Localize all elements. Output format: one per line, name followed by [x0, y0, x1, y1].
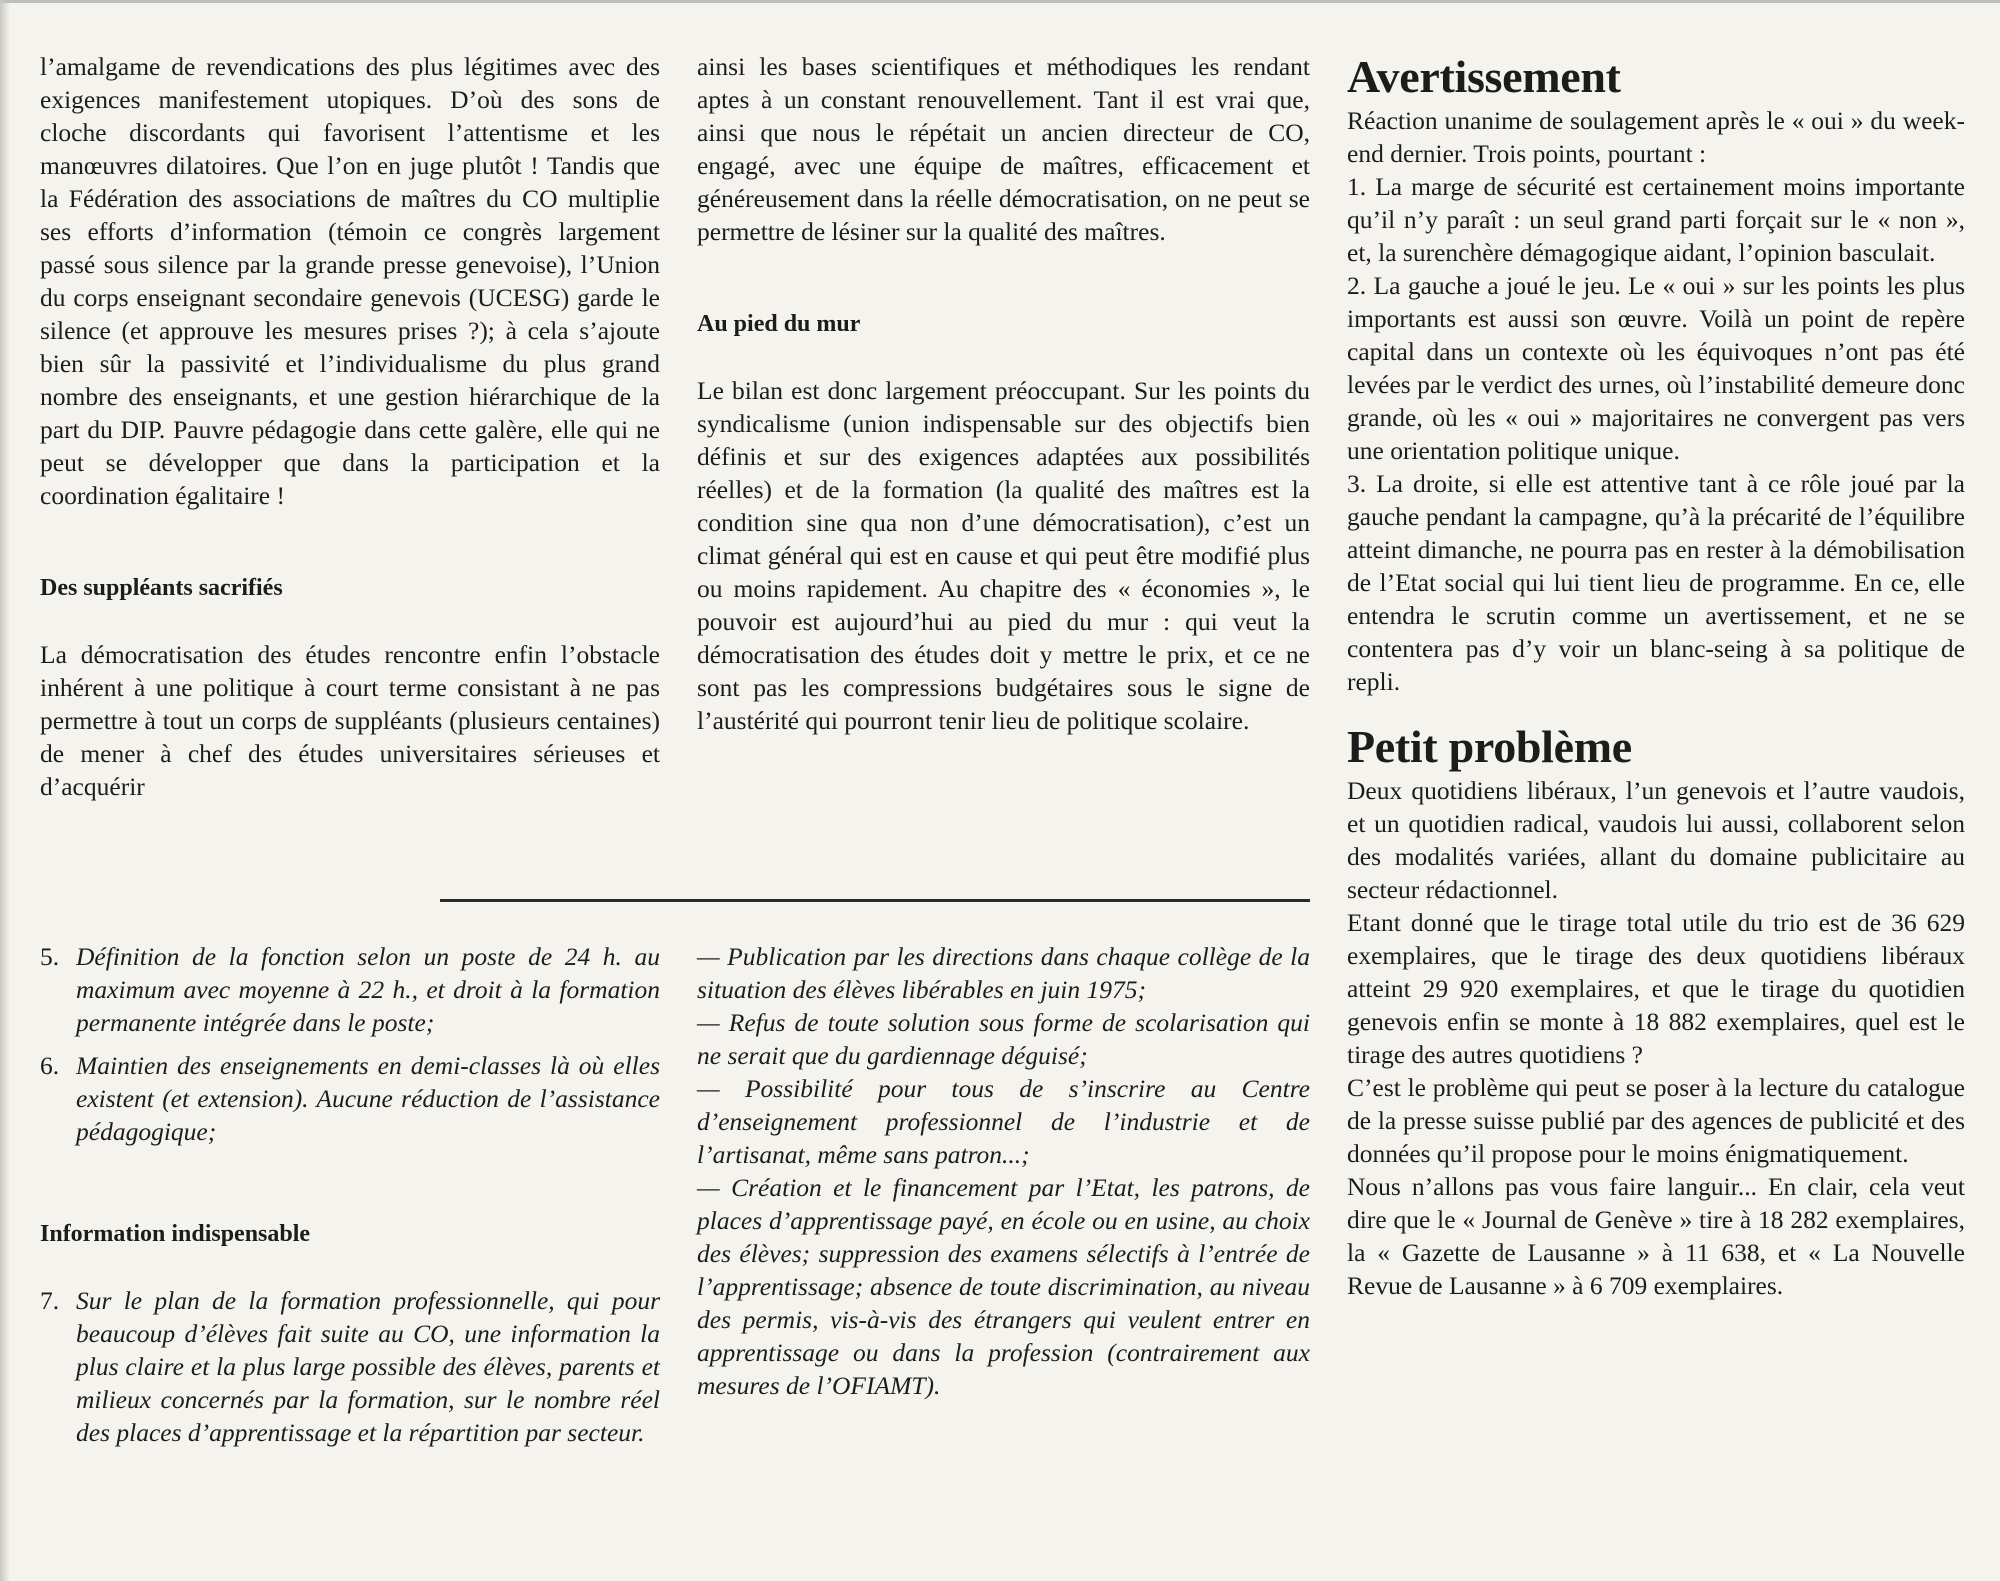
col1-paragraph-2: La démocratisation des études rencontre enfin l’obstacle inhérent à une politique à court terme consistant à ne pas permettre à tout un corps de suppléants (plusieurs centaines) de mener à chef des études universitaires sérieuses et d’acquérir	[40, 640, 660, 801]
bullet-item: — Possibilité pour tous de s’inscrire au Centre d’enseignement professionnel de l’industrie et de l’artisanat, même sans patron...;	[697, 1074, 1310, 1169]
avertissement-point-3: 3. La droite, si elle est attentive tant à ce rôle joué par la gauche pendant la campagne, qu’à la précarité de l’équilibre atteint dimanche, ne pourra pas en rester à la démobilisation de l’Etat social qui lui tient lieu de programme. En ce, elle entendra le scrutin comme un avertissement, et ne se contentera pas d’y voir un blanc-seing à sa politique de repli.	[1347, 469, 1965, 696]
lower-left-subheading: Information indispensable	[40, 1221, 311, 1247]
demand-number: 7.	[40, 1286, 60, 1315]
demand-item-6	[40, 1049, 660, 1148]
avertissement-intro: Réaction unanime de soulagement après le « oui » du week-end dernier. Trois points, pourtant :	[1347, 106, 1965, 168]
page-left-shadow	[0, 0, 10, 1581]
bullet-item: — Refus de toute solution sous forme de scolarisation qui ne serait que du gardiennage déguisé;	[697, 1008, 1310, 1070]
col2-paragraph-1: ainsi les bases scientifiques et méthodiques les rendant aptes à un constant renouvellement. Tant il est vrai que, ainsi que nous le répétait un ancien directeur de CO, engagé, avec une équipe de maîtres, efficacement et généreusement dans la réelle démocratisation, on ne peut se permettre de lésiner sur la qualité des maîtres.	[697, 52, 1310, 246]
avertissement-title: Avertissement	[1347, 51, 1621, 102]
col1-subheading: Des suppléants sacrifiés	[40, 575, 283, 601]
col2-paragraph-2: Le bilan est donc largement préoccupant. Sur les points du syndicalisme (union indispensable sur des objectifs bien définis et sur des exigences adaptées aux possibilités réelles) et de la formation (la qualité des maîtres est la condition sine qua non d’une démocratisation), c’est un climat général qui est en cause et qui peut être modifié plus ou moins rapidement. Au chapitre des « économies », le pouvoir est aujourd’hui au pied du mur : qui veut la démocratisation des études doit y mettre le prix, et ce ne sont pas les compressions budgétaires sous le signe de l’austérité qui pourront tenir lieu de politique scolaire.	[697, 376, 1310, 735]
demand-text: Sur le plan de la formation professionnelle, qui pour beaucoup d’élèves fait suite au CO, une information la plus claire et la plus large possible des élèves, parents et milieux concernés par la formation, sur le nombre réel des places d’apprentissage et la répartition par secteur.	[76, 1286, 660, 1447]
column-2	[697, 50, 1310, 737]
petit-probleme-para-3: C’est le problème qui peut se poser à la lecture du catalogue de la presse suisse publié par des agences de publicité et des données qu’il propose pour le moins énigmatiquement.	[1347, 1073, 1965, 1168]
demand-text: Maintien des enseignements en demi-classes là où elles existent (et extension). Aucune réduction de l’assistance pédagogique;	[76, 1051, 660, 1146]
bullet-item: — Création et le financement par l’Etat, les patrons, de places d’apprentissage payé, en école ou en usine, au choix des élèves; suppression des examens sélectifs à l’entrée de l’apprentissage; absence de toute discrimination, au niveau des permis, vis-à-vis des étrangers qui veulent entrer en apprentissage ou dans la profession (contrairement aux mesures de l’OFIAMT).	[697, 1173, 1310, 1400]
demand-item-7	[40, 1284, 660, 1449]
column-3	[1347, 50, 1965, 1302]
petit-probleme-para-2: Etant donné que le tirage total utile du trio est de 36 629 exemplaires, que le tirage des deux quotidiens libéraux atteint 29 920 exemplaires, et que le tirage du quotidien genevois enfin se monte à 18 882 exemplaires, quel est le tirage des autres quotidiens ?	[1347, 908, 1965, 1069]
page-top-border	[0, 0, 2000, 3]
petit-probleme-para-4: Nous n’allons pas vous faire languir... En clair, cela veut dire que le « Journal de Genève » tire à 18 282 exemplaires, la « Gazette de Lausanne » à 11 638, et « La Nouvelle Revue de Lausanne » à 6 709 exemplaires.	[1347, 1172, 1965, 1300]
avertissement-point-2: 2. La gauche a joué le jeu. Le « oui » sur les points les plus importants est aussi son œuvre. Voilà un point de repère capital dans un contexte où les équivoques n’ont pas été levées par le verdict des urnes, où l’instabilité demeure donc grande, où les « oui » majoritaires ne convergent pas vers une orientation politique unique.	[1347, 271, 1965, 465]
demand-number: 5.	[40, 942, 60, 971]
demand-item-5	[40, 940, 660, 1039]
petit-probleme-title: Petit problème	[1347, 721, 1632, 772]
demands-list-mid	[697, 940, 1310, 1402]
col2-subheading: Au pied du mur	[697, 311, 861, 337]
section-divider	[440, 899, 1310, 902]
column-1	[40, 50, 660, 803]
petit-probleme-para-1: Deux quotidiens libéraux, l’un genevois et l’autre vaudois, et un quotidien radical, vaudois lui aussi, collaborent selon des modalités variées, allant du domaine publicitaire au secteur rédactionnel.	[1347, 776, 1965, 904]
col1-paragraph-1: l’amalgame de revendications des plus légitimes avec des exigences manifestement utopiques. D’où des sons de cloche discordants qui favorisent l’attentisme et les manœuvres dilatoires. Que l’on en juge plutôt ! Tandis que la Fédération des associations de maîtres du CO multiplie ses efforts d’information (témoin ce congrès largement passé sous silence par la grande presse genevoise), l’Union du corps enseignant secondaire genevois (UCESG) garde le silence (et approuve les mesures prises ?); à cela s’ajoute bien sûr la passivité et l’individualisme du plus grand nombre des enseignants, et une gestion hiérarchique de la part du DIP. Pauvre pédagogie dans cette galère, elle qui ne peut se développer que dans la participation et la coordination égalitaire !	[40, 52, 660, 510]
bullet-item: — Publication par les directions dans chaque collège de la situation des élèves libérables en juin 1975;	[697, 942, 1310, 1004]
demand-number: 6.	[40, 1051, 60, 1080]
demand-text: Définition de la fonction selon un poste de 24 h. au maximum avec moyenne à 22 h., et droit à la formation permanente intégrée dans le poste;	[76, 942, 660, 1037]
avertissement-point-1: 1. La marge de sécurité est certainement moins importante qu’il n’y paraît : un seul grand parti forçait sur le « non », et, la surenchère démagogique aidant, l’opinion basculait.	[1347, 172, 1965, 267]
demands-list-left	[40, 940, 660, 1449]
